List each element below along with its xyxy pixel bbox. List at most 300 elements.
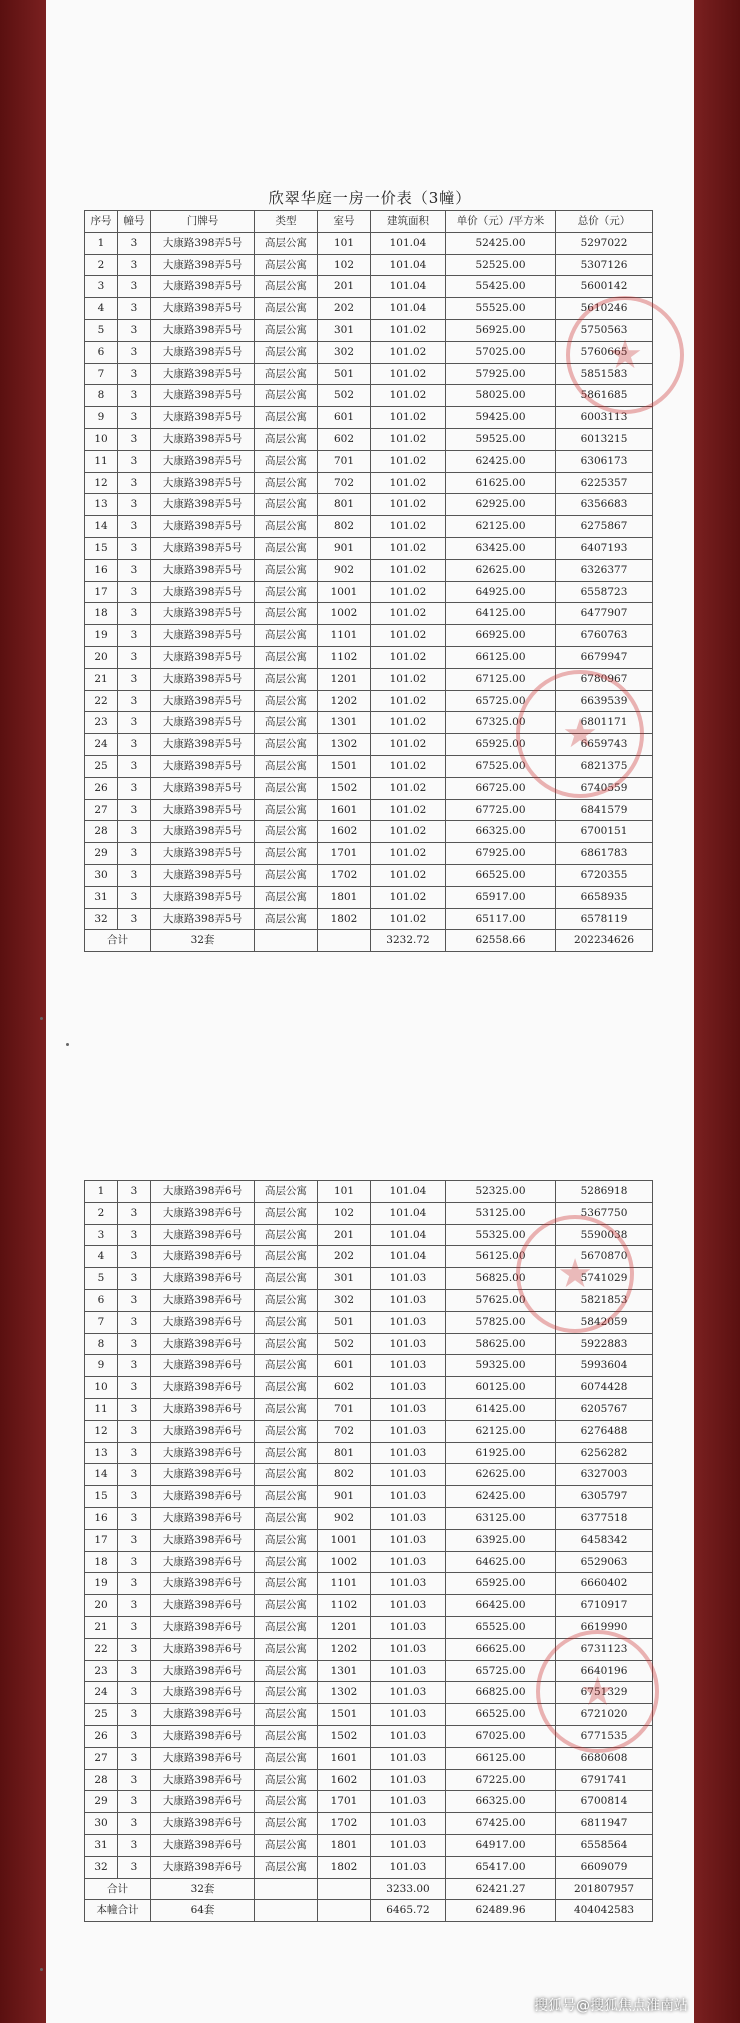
total-cell: 201807957 (556, 1878, 653, 1900)
table-cell: 6619990 (556, 1616, 653, 1638)
table-cell: 3 (118, 341, 151, 363)
table-cell: 101.02 (371, 559, 446, 581)
table-cell: 高层公寓 (255, 1834, 318, 1856)
table-cell: 65725.00 (446, 1660, 556, 1682)
table-cell: 3 (118, 1769, 151, 1791)
table-cell: 24 (85, 1682, 118, 1704)
total-cell: 32套 (151, 930, 255, 952)
table-cell: 高层公寓 (255, 385, 318, 407)
table-cell: 1702 (318, 1813, 371, 1835)
table-cell: 62125.00 (446, 516, 556, 538)
table-cell: 6275867 (556, 516, 653, 538)
table-cell: 1002 (318, 603, 371, 625)
price-table-building-6 (84, 1180, 653, 1922)
table-row (85, 625, 653, 647)
table-cell: 6529063 (556, 1551, 653, 1573)
table-cell: 101.04 (371, 1246, 446, 1268)
table-cell: 5821853 (556, 1289, 653, 1311)
header-cell: 建筑面积 (371, 211, 446, 233)
table-cell: 1802 (318, 908, 371, 930)
table-cell: 6276488 (556, 1420, 653, 1442)
table-cell: 大康路398弄6号 (151, 1246, 255, 1268)
table-cell: 大康路398弄6号 (151, 1529, 255, 1551)
table-row (85, 341, 653, 363)
table-cell: 201 (318, 1224, 371, 1246)
table-cell: 101.03 (371, 1355, 446, 1377)
table-row (85, 1660, 653, 1682)
table-cell: 15 (85, 1486, 118, 1508)
total-cell: 404042583 (556, 1900, 653, 1922)
table-row (85, 1311, 653, 1333)
table-cell: 5670870 (556, 1246, 653, 1268)
table-cell: 高层公寓 (255, 755, 318, 777)
table-row (85, 1682, 653, 1704)
table-cell: 高层公寓 (255, 690, 318, 712)
table-cell: 1602 (318, 821, 371, 843)
table-cell: 1701 (318, 1791, 371, 1813)
table-cell: 101.03 (371, 1834, 446, 1856)
table-cell: 高层公寓 (255, 1181, 318, 1203)
table-row (85, 1595, 653, 1617)
table-cell: 4 (85, 298, 118, 320)
table-row (85, 1704, 653, 1726)
table-cell: 大康路398弄6号 (151, 1856, 255, 1878)
table-cell: 高层公寓 (255, 1333, 318, 1355)
table-row (85, 1442, 653, 1464)
table-cell: 高层公寓 (255, 646, 318, 668)
table-cell: 大康路398弄5号 (151, 712, 255, 734)
table-cell: 高层公寓 (255, 1398, 318, 1420)
table-cell: 大康路398弄5号 (151, 646, 255, 668)
header-cell: 门牌号 (151, 211, 255, 233)
table-cell: 21 (85, 668, 118, 690)
table-cell: 大康路398弄6号 (151, 1420, 255, 1442)
table-cell: 101.02 (371, 537, 446, 559)
table-cell: 101.03 (371, 1398, 446, 1420)
total-cell (255, 1900, 318, 1922)
table-cell: 601 (318, 1355, 371, 1377)
total-cell (318, 930, 371, 952)
table-cell: 5 (85, 1268, 118, 1290)
table-cell: 大康路398弄6号 (151, 1333, 255, 1355)
table-cell: 14 (85, 516, 118, 538)
table-cell: 101.02 (371, 646, 446, 668)
table-cell: 大康路398弄5号 (151, 494, 255, 516)
table-cell: 高层公寓 (255, 1682, 318, 1704)
table-cell: 63425.00 (446, 537, 556, 559)
table-row (85, 1246, 653, 1268)
table-row (85, 1747, 653, 1769)
table-cell: 3 (118, 232, 151, 254)
table-cell: 3 (118, 1181, 151, 1203)
table-cell: 高层公寓 (255, 843, 318, 865)
table-cell: 高层公寓 (255, 1442, 318, 1464)
table-cell: 3 (118, 1595, 151, 1617)
table-cell: 101.04 (371, 254, 446, 276)
table-row (85, 843, 653, 865)
table-cell: 64625.00 (446, 1551, 556, 1573)
table-cell: 5922883 (556, 1333, 653, 1355)
table-cell: 101.03 (371, 1311, 446, 1333)
table-cell: 25 (85, 755, 118, 777)
table-cell: 67925.00 (446, 843, 556, 865)
table-cell: 57925.00 (446, 363, 556, 385)
table-cell: 高层公寓 (255, 1289, 318, 1311)
total-cell (255, 1878, 318, 1900)
table-cell: 6791741 (556, 1769, 653, 1791)
table-cell: 5842059 (556, 1311, 653, 1333)
table-cell: 高层公寓 (255, 1529, 318, 1551)
table-cell: 高层公寓 (255, 1464, 318, 1486)
table-cell: 3 (118, 385, 151, 407)
table-cell: 3 (118, 799, 151, 821)
table-cell: 101.03 (371, 1486, 446, 1508)
table-cell: 高层公寓 (255, 1551, 318, 1573)
table-cell: 12 (85, 472, 118, 494)
table-cell: 1702 (318, 864, 371, 886)
table-cell: 5750563 (556, 319, 653, 341)
table-cell: 101.02 (371, 363, 446, 385)
table-cell: 702 (318, 472, 371, 494)
table-cell: 高层公寓 (255, 232, 318, 254)
table-cell: 高层公寓 (255, 407, 318, 429)
table-cell: 3 (118, 363, 151, 385)
table-cell: 32 (85, 908, 118, 930)
table-cell: 5297022 (556, 232, 653, 254)
table-cell: 大康路398弄5号 (151, 298, 255, 320)
table-row (85, 734, 653, 756)
table-row (85, 1813, 653, 1835)
table-cell: 3 (118, 1725, 151, 1747)
table-cell: 高层公寓 (255, 777, 318, 799)
header-cell: 单价（元）/平方米 (446, 211, 556, 233)
table-cell: 101.04 (371, 232, 446, 254)
total-cell: 32套 (151, 1878, 255, 1900)
total-cell: 合计 (85, 930, 151, 952)
table-cell: 61925.00 (446, 1442, 556, 1464)
table-cell: 5 (85, 319, 118, 341)
table-cell: 30 (85, 1813, 118, 1835)
table-cell: 3 (118, 1747, 151, 1769)
table-cell: 65925.00 (446, 734, 556, 756)
table-cell: 1601 (318, 1747, 371, 1769)
table-row (85, 472, 653, 494)
table-cell: 67325.00 (446, 712, 556, 734)
table-cell: 3 (118, 450, 151, 472)
table-cell: 高层公寓 (255, 908, 318, 930)
table-cell: 高层公寓 (255, 712, 318, 734)
table-cell: 101.02 (371, 625, 446, 647)
table-cell: 3 (118, 581, 151, 603)
table-cell: 202 (318, 1246, 371, 1268)
table-row (85, 1289, 653, 1311)
table-cell: 3 (118, 1660, 151, 1682)
table-row (85, 603, 653, 625)
table-cell: 6640196 (556, 1660, 653, 1682)
scan-dot (40, 1017, 43, 1020)
table-cell: 61625.00 (446, 472, 556, 494)
table-cell: 20 (85, 646, 118, 668)
table-cell: 3 (118, 1704, 151, 1726)
table-cell: 22 (85, 690, 118, 712)
table-cell: 1501 (318, 1704, 371, 1726)
table-cell: 3 (118, 1813, 151, 1835)
table-cell: 8 (85, 385, 118, 407)
table-cell: 29 (85, 1791, 118, 1813)
table-cell: 大康路398弄5号 (151, 581, 255, 603)
table-row (85, 363, 653, 385)
table-cell: 大康路398弄5号 (151, 341, 255, 363)
table-cell: 6477907 (556, 603, 653, 625)
table-cell: 57625.00 (446, 1289, 556, 1311)
total-cell (318, 1878, 371, 1900)
table-cell: 大康路398弄6号 (151, 1398, 255, 1420)
table-cell: 201 (318, 276, 371, 298)
table-cell: 大康路398弄6号 (151, 1202, 255, 1224)
table-cell: 101.03 (371, 1573, 446, 1595)
table-cell: 1101 (318, 625, 371, 647)
table-cell: 6458342 (556, 1529, 653, 1551)
table-cell: 6801171 (556, 712, 653, 734)
table-cell: 3 (118, 1398, 151, 1420)
table-cell: 101.02 (371, 407, 446, 429)
table-cell: 55325.00 (446, 1224, 556, 1246)
table-row (85, 1725, 653, 1747)
table-cell: 高层公寓 (255, 1377, 318, 1399)
table-row (85, 690, 653, 712)
table-cell: 高层公寓 (255, 494, 318, 516)
table-cell: 3 (118, 1442, 151, 1464)
table-cell: 3 (118, 1529, 151, 1551)
table-row (85, 494, 653, 516)
total-cell: 6465.72 (371, 1900, 446, 1922)
table-cell: 3 (118, 1486, 151, 1508)
price-table-building-5 (84, 210, 653, 952)
table-cell: 101.02 (371, 864, 446, 886)
table-cell: 高层公寓 (255, 1747, 318, 1769)
table-cell: 高层公寓 (255, 363, 318, 385)
table-cell: 3 (118, 298, 151, 320)
table-cell: 3 (118, 1791, 151, 1813)
table-cell: 6731123 (556, 1638, 653, 1660)
table-cell: 1102 (318, 646, 371, 668)
table-cell: 1201 (318, 668, 371, 690)
table-cell: 101.02 (371, 603, 446, 625)
table-row (85, 777, 653, 799)
table-cell: 6205767 (556, 1398, 653, 1420)
table-cell: 101.03 (371, 1551, 446, 1573)
table-cell: 高层公寓 (255, 1660, 318, 1682)
table-cell: 101.02 (371, 843, 446, 865)
table-row (85, 1856, 653, 1878)
table-row (85, 385, 653, 407)
table-row (85, 232, 653, 254)
table-cell: 101.03 (371, 1856, 446, 1878)
table-cell: 501 (318, 363, 371, 385)
table-cell: 高层公寓 (255, 668, 318, 690)
table-row (85, 1355, 653, 1377)
table-row (85, 908, 653, 930)
watermark-text: 搜狐号@搜狐焦点淮南站 (534, 1998, 688, 2014)
table-cell: 19 (85, 1573, 118, 1595)
table-cell: 1602 (318, 1769, 371, 1791)
table-cell: 大康路398弄5号 (151, 407, 255, 429)
table-cell: 大康路398弄5号 (151, 755, 255, 777)
table-row (85, 1507, 653, 1529)
table-row (85, 1486, 653, 1508)
scan-dot (66, 1043, 69, 1046)
table-cell: 17 (85, 1529, 118, 1551)
table-row (85, 821, 653, 843)
table-cell: 1301 (318, 1660, 371, 1682)
table-cell: 6658935 (556, 886, 653, 908)
table-cell: 13 (85, 1442, 118, 1464)
table-cell: 高层公寓 (255, 1311, 318, 1333)
table-cell: 高层公寓 (255, 516, 318, 538)
table-cell: 3 (85, 276, 118, 298)
table-cell: 101.02 (371, 690, 446, 712)
table-cell: 大康路398弄6号 (151, 1813, 255, 1835)
table-cell: 大康路398弄5号 (151, 276, 255, 298)
table-cell: 1501 (318, 755, 371, 777)
table-cell: 1502 (318, 777, 371, 799)
table-cell: 大康路398弄6号 (151, 1638, 255, 1660)
table-cell: 6 (85, 341, 118, 363)
table-cell: 20 (85, 1595, 118, 1617)
table-cell: 52525.00 (446, 254, 556, 276)
table-row (85, 1573, 653, 1595)
table-cell: 3 (118, 1464, 151, 1486)
table-cell: 1202 (318, 1638, 371, 1660)
table-cell: 19 (85, 625, 118, 647)
table-cell: 3 (118, 516, 151, 538)
table-cell: 101.02 (371, 341, 446, 363)
header-cell: 类型 (255, 211, 318, 233)
table-cell: 高层公寓 (255, 1769, 318, 1791)
table-cell: 14 (85, 1464, 118, 1486)
table-cell: 6760763 (556, 625, 653, 647)
table-cell: 66925.00 (446, 625, 556, 647)
table-cell: 6710917 (556, 1595, 653, 1617)
table-cell: 大康路398弄5号 (151, 472, 255, 494)
table-cell: 6377518 (556, 1507, 653, 1529)
table-cell: 101.04 (371, 1202, 446, 1224)
table-cell: 64125.00 (446, 603, 556, 625)
table-cell: 3 (118, 1268, 151, 1290)
table-cell: 6811947 (556, 1813, 653, 1835)
table-cell: 高层公寓 (255, 625, 318, 647)
table-cell: 101.03 (371, 1747, 446, 1769)
table-cell: 大康路398弄6号 (151, 1791, 255, 1813)
table-cell: 67225.00 (446, 1769, 556, 1791)
table-row (85, 1834, 653, 1856)
table-cell: 702 (318, 1420, 371, 1442)
table-cell: 101.02 (371, 668, 446, 690)
table-cell: 1801 (318, 886, 371, 908)
table-header-row (85, 211, 653, 233)
table-cell: 大康路398弄5号 (151, 908, 255, 930)
table-cell: 32 (85, 1856, 118, 1878)
table-cell: 301 (318, 1268, 371, 1290)
table-cell: 3 (118, 1224, 151, 1246)
table-cell: 66525.00 (446, 1704, 556, 1726)
total-cell (318, 1900, 371, 1922)
table-row (85, 755, 653, 777)
table-cell: 大康路398弄5号 (151, 668, 255, 690)
table-cell: 16 (85, 559, 118, 581)
table-cell: 大康路398弄6号 (151, 1224, 255, 1246)
table-cell: 6 (85, 1289, 118, 1311)
table-cell: 29 (85, 843, 118, 865)
table-cell: 3 (118, 319, 151, 341)
table-cell: 高层公寓 (255, 276, 318, 298)
table-cell: 902 (318, 1507, 371, 1529)
table-cell: 大康路398弄6号 (151, 1747, 255, 1769)
table-cell: 52425.00 (446, 232, 556, 254)
table-cell: 3 (118, 254, 151, 276)
table-cell: 65925.00 (446, 1573, 556, 1595)
table-cell: 2 (85, 1202, 118, 1224)
table-cell: 大康路398弄5号 (151, 450, 255, 472)
table-row (85, 428, 653, 450)
table-cell: 高层公寓 (255, 341, 318, 363)
table-cell: 101.02 (371, 712, 446, 734)
table-row (85, 1398, 653, 1420)
table-cell: 65417.00 (446, 1856, 556, 1878)
table-cell: 101.03 (371, 1769, 446, 1791)
table-cell: 602 (318, 428, 371, 450)
table-cell: 602 (318, 1377, 371, 1399)
table-cell: 65525.00 (446, 1616, 556, 1638)
table-cell: 大康路398弄5号 (151, 799, 255, 821)
table-cell: 56125.00 (446, 1246, 556, 1268)
table-cell: 101.03 (371, 1377, 446, 1399)
table-cell: 101.02 (371, 428, 446, 450)
table-row (85, 516, 653, 538)
table-cell: 高层公寓 (255, 1246, 318, 1268)
table-cell: 高层公寓 (255, 1616, 318, 1638)
table-cell: 27 (85, 799, 118, 821)
table-row (85, 298, 653, 320)
table-cell: 高层公寓 (255, 1202, 318, 1224)
table-cell: 高层公寓 (255, 1573, 318, 1595)
table-cell: 101.03 (371, 1595, 446, 1617)
table-cell: 6074428 (556, 1377, 653, 1399)
table-cell: 66825.00 (446, 1682, 556, 1704)
table-cell: 大康路398弄5号 (151, 319, 255, 341)
table-cell: 6780967 (556, 668, 653, 690)
table-cell: 101.03 (371, 1268, 446, 1290)
table-cell: 101.03 (371, 1682, 446, 1704)
table-cell: 22 (85, 1638, 118, 1660)
table-cell: 901 (318, 537, 371, 559)
table-cell: 3 (118, 1202, 151, 1224)
table-cell: 3 (118, 559, 151, 581)
table-cell: 6679947 (556, 646, 653, 668)
table-row (85, 1333, 653, 1355)
table-cell: 6326377 (556, 559, 653, 581)
table-cell: 6225357 (556, 472, 653, 494)
table-cell: 1001 (318, 581, 371, 603)
table-cell: 3 (118, 821, 151, 843)
table-cell: 101.02 (371, 734, 446, 756)
table-cell: 3 (118, 494, 151, 516)
header-cell: 幢号 (118, 211, 151, 233)
left-frame-border (0, 0, 46, 2023)
table-cell: 59325.00 (446, 1355, 556, 1377)
table-cell: 101.02 (371, 319, 446, 341)
table-cell: 高层公寓 (255, 799, 318, 821)
